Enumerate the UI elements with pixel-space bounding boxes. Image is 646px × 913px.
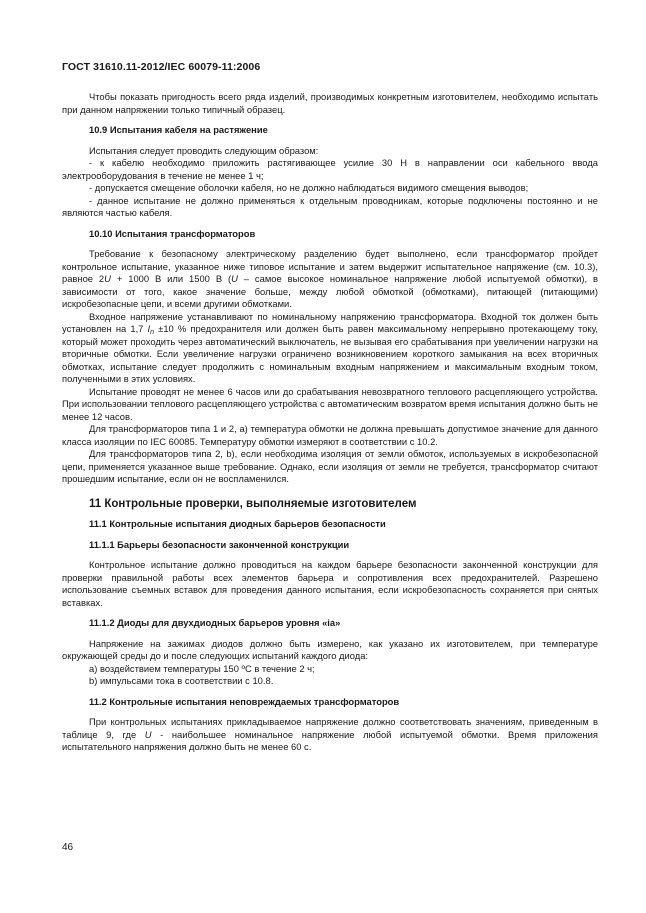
paragraph: Испытание проводят не менее 6 часов или до срабатывания невозвратного теплового расцепляющего устройства. При использовании теплового расцепляющего устройства с автоматическим возвратом время испытания должно быть не менее 12 часов. <box>62 385 598 422</box>
heading-11-1-1: 11.1.1 Барьеры безопасности законченной конструкции <box>89 538 350 550</box>
paragraph: Контрольное испытание должно проводиться на каждом барьере безопасности законченной конструкции для проверки правильной работы всех элементов барьера и сопротивления всех предохранителей. Разрешено использование съемных вставок для проведения данного испытания, если искробезопасность сохраняется при снятых вставках. <box>62 559 598 608</box>
heading-11: 11 Контрольные проверки, выполняемые изготовителем <box>89 497 417 510</box>
list-item: - к кабелю необходимо приложить растягивающее усилие 30 Н в направлении оси кабельного ввода электрооборудования в течение не менее 1 ч; <box>62 157 598 181</box>
list-item: b) импульсами тока в соответствии с 10.8. <box>89 675 274 686</box>
heading-10-9: 10.9 Испытания кабеля на растяжение <box>89 124 268 135</box>
heading-11-2: 11.2 Контрольные испытания неповреждаемых трансформаторов <box>89 695 400 707</box>
heading-10-10: 10.10 Испытания трансформаторов <box>89 227 256 239</box>
heading-11-1-2: 11.1.2 Диоды для двухдиодных барьеров уровня «ia» <box>89 617 341 628</box>
list-item: - допускается смещение оболочки кабеля, но не должно наблюдаться видимого смещения выводов; <box>89 182 529 193</box>
paragraph: Для трансформаторов типа 1 и 2, а) температура обмотки не должна превышать допустимое значение для данного класса изоляции по IEC 60085. Температуру обмотки измеряют в соответствии с 10.2. <box>62 423 598 447</box>
document-body <box>62 91 598 754</box>
paragraph: Требование к безопасному электрическому разделению будет выполнено, если трансформатор пройдет контрольное испытание, указанное ниже типовое испытание и затем выдержит испытательное напряжение (см. 10.3), равное 2U + 1000 В или 1500 В (U – самое высокое номинальное напряжение любой испытуемой обмотки), в зависимости от того, какое значение больше, между любой обмоткой (обмотками), питающей (питающими) искробезопасные цепи, и всеми другими обмотками. <box>62 248 598 309</box>
document-header: ГОСТ 31610.11-2012/IEC 60079-11:2006 <box>62 61 261 73</box>
paragraph: При контрольных испытаниях прикладываемое напряжение должно соответствовать значениям, приведенным в таблице 9, где U - наибольшее номинальное напряжение любой испытуемой обмотки. Время приложения испытательного напряжения должно быть не менее 60 с. <box>62 716 598 752</box>
heading-11-1: 11.1 Контрольные испытания диодных барьеров безопасности <box>89 518 386 529</box>
paragraph: Напряжение на зажимах диодов должно быть измерено, как указано их изготовителем, при температуре окружающей среды до и после следующих испытаний каждого диода: <box>62 637 598 661</box>
list-item: - данное испытание не должно применяться к отдельным проводникам, которые подключены постоянно и не являются частью кабеля. <box>62 194 598 218</box>
page-number: 46 <box>62 842 74 853</box>
paragraph: Испытания следует проводить следующим образом: <box>89 144 319 156</box>
list-item: a) воздействием температуры 150 ºС в течение 2 ч; <box>89 662 315 674</box>
paragraph: Входное напряжение устанавливают по номинальному напряжению трансформатора. Входной ток должен быть установлен на 1,7 $I_n \pm 10$ % предохранителя или должен быть равен максимальному непрерывно протекающему току, который может проходить через автоматический выключатель, не вызывая его срабатывания при увеличении нагрузки на вторичные обмотки. Если увеличение нагрузки ограничено возникновением короткого замыкания на всех вторичных обмотках, испытание следует продолжить с номинальным входным напряжением и максимальным входным током, полученными в этих условиях. <box>62 310 598 384</box>
intro-paragraph: Чтобы показать пригодность всего ряда изделий, производимых конкретным изготовителем, необходимо испытать при данном напряжении только типичный образец. <box>62 91 598 115</box>
paragraph: Для трансформаторов типа 2, b), если необходима изоляция от земли обмоток, используемых в искробезопасной цепи, применяется указанное выше требование. Однако, если изоляция от земли не требуется, трансформатор считают прошедшим испытание, если он не воспламенился. <box>62 448 598 484</box>
